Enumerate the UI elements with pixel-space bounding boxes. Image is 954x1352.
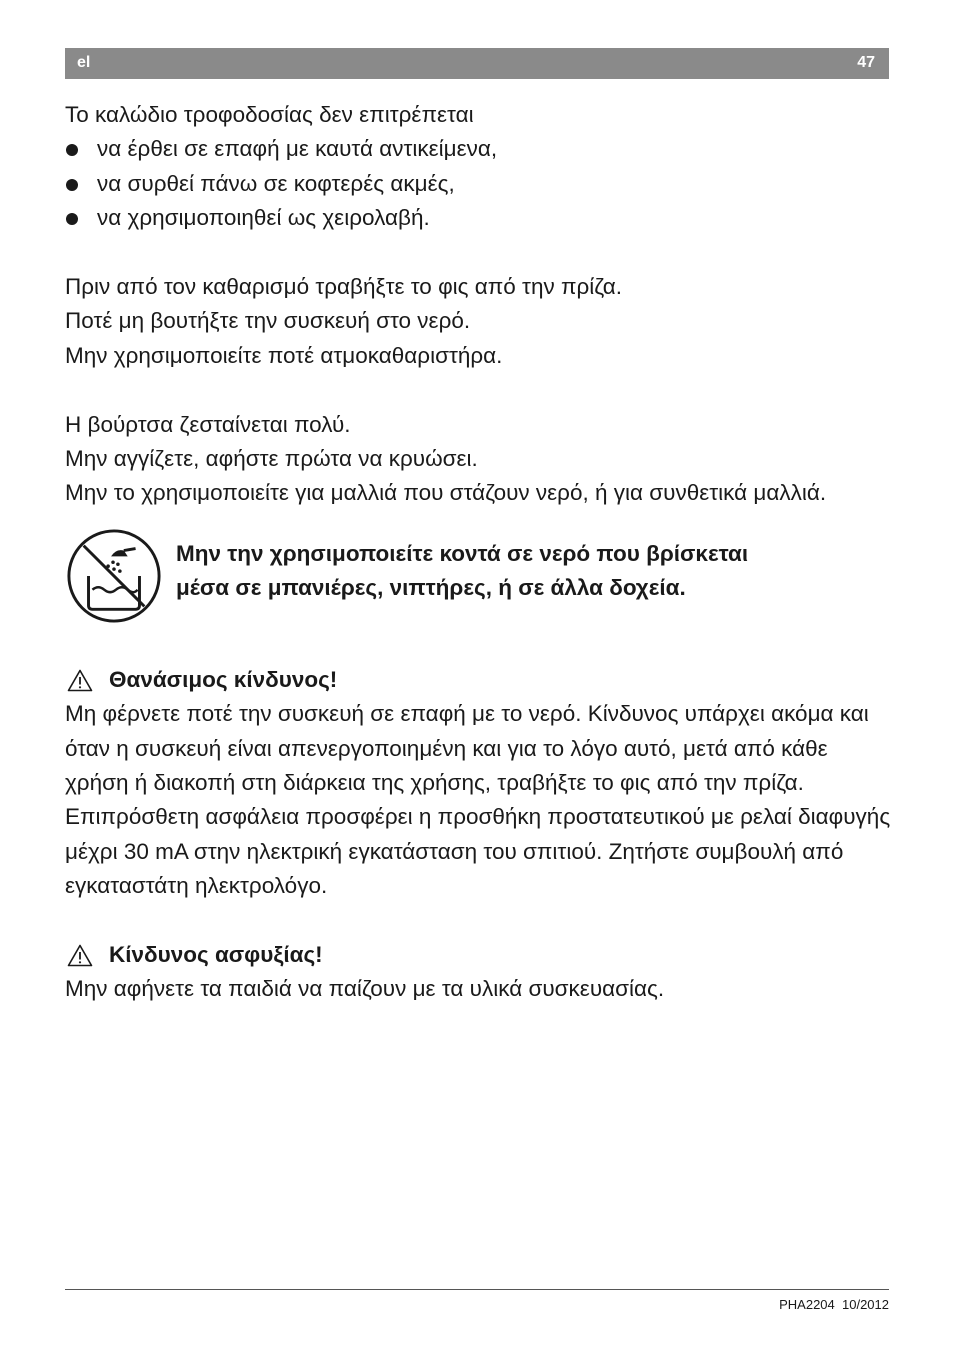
language-code: el	[77, 54, 91, 71]
footer-divider	[65, 1289, 889, 1290]
danger-paragraph: Επιπρόσθετη ασφάλεια προσφέρει η προσθήκη προστατευτικού με ρελαί διαφυγής μέχρι 30 mA στην ηλεκτρική εγκατάσταση του σπιτιού. Ζητήστε συμβουλή από εγκαταστάτη ηλεκτρολόγο.	[65, 804, 891, 899]
list-item-text: να συρθεί πάνω σε κοφτερές ακμές,	[97, 170, 455, 196]
warning-triangle-icon	[67, 669, 93, 692]
no-water-use-icon	[65, 527, 163, 625]
spacer	[65, 373, 895, 407]
cleaning-line: Πριν από τον καθαρισμό τραβήξτε το φις από την πρίζα.	[65, 274, 622, 300]
hot-line: Μην αγγίζετε, αφήστε πρώτα να κρυώσει.	[65, 446, 478, 472]
water-warning-text	[176, 537, 896, 606]
header-bar	[65, 48, 889, 79]
suffocation-heading-text: Κίνδυνος ασφυξίας!	[109, 942, 323, 968]
spacer	[65, 236, 895, 270]
bullet-icon	[66, 144, 78, 156]
warning-triangle-icon	[67, 944, 93, 967]
cord-intro: Το καλώδιο τροφοδοσίας δεν επιτρέπεται	[65, 102, 474, 127]
suffocation-heading	[65, 938, 895, 972]
bullet-icon	[66, 179, 78, 191]
danger-paragraph: Μη φέρνετε ποτέ την συσκευή σε επαφή με το νερό. Κίνδυνος υπάρχει ακόμα και όταν η συσκευή είναι απενεργοποιημένη και για το λόγο αυτό, μετά από κάθε χρήση ή διακοπή στη διάρκεια της χρήσης, τραβήξτε το φις από την πρίζα.	[65, 701, 869, 796]
water-warning	[65, 527, 895, 663]
danger-heading	[65, 663, 895, 697]
suffocation-text: Μην αφήνετε τα παιδιά να παίζουν με τα υλικά συσκευασίας.	[65, 976, 665, 1002]
water-warning-line: Μην την χρησιμοποιείτε κοντά σε νερό που βρίσκεται	[176, 540, 749, 566]
bullet-icon	[66, 213, 78, 225]
cleaning-line: Ποτέ μη βουτήξτε την συσκευή στο νερό.	[65, 308, 471, 334]
list-item	[65, 201, 895, 235]
hot-line: Η βούρτσα ζεσταίνεται πολύ.	[65, 411, 351, 437]
water-warning-line: μέσα σε μπανιέρες, νιπτήρες, ή σε άλλα δοχεία.	[176, 575, 686, 601]
danger-heading-text: Θανάσιμος κίνδυνος!	[109, 666, 338, 692]
spacer	[65, 904, 895, 938]
list-item	[65, 132, 895, 166]
hot-line: Μην το χρησιμοποιείτε για μαλλιά που στάζουν νερό, ή για συνθετικά μαλλιά.	[65, 480, 827, 506]
footer-model: PHA2204	[779, 1297, 835, 1312]
footer-date: 10/2012	[842, 1297, 889, 1312]
list-item-text: να χρησιμοποιηθεί ως χειρολαβή.	[97, 205, 430, 231]
list-item-text: να έρθει σε επαφή με καυτά αντικείμενα,	[97, 136, 498, 162]
page-content	[65, 98, 895, 1007]
list-item	[65, 167, 895, 201]
footer	[779, 1297, 889, 1312]
cleaning-line: Μην χρησιμοποιείτε ποτέ ατμοκαθαριστήρα.	[65, 342, 503, 368]
page-number: 47	[857, 54, 875, 71]
cord-list	[65, 132, 895, 235]
